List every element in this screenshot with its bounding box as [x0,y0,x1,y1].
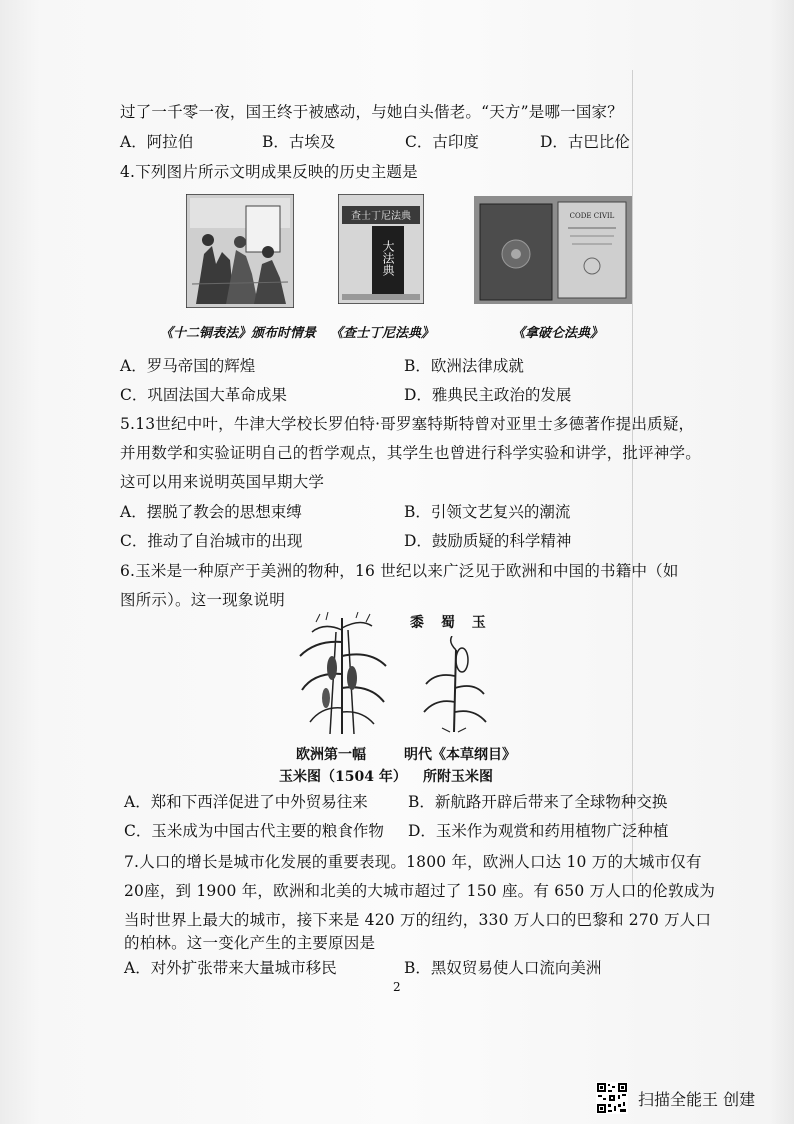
justinian-book-title: 查士丁尼法典 [351,211,411,222]
q6-option-c: C．玉米成为中国古代主要的粮食作物 [124,822,384,840]
q5-stem-line3: 这可以用来说明英国早期大学 [120,473,325,491]
ming-corn-drawing [422,636,488,734]
q5-option-d: D．鼓励质疑的科学精神 [404,532,572,550]
q6-option-a: A．郑和下西洋促进了中外贸易往来 [124,793,368,811]
justinian-code-book [338,194,424,304]
napoleonic-code-book [474,196,632,304]
caption-ming-line2: 所附玉米图 [423,769,493,785]
q3-stem-tail: 过了一千零一夜，国王终于被感动，与她白头偕老。“天方”是哪一国家？ [120,103,623,121]
q6-option-b: B．新航路开辟后带来了全球物种交换 [408,793,668,811]
napoleon-book-title: CODE CIVIL [569,212,615,220]
q3-option-d: D．古巴比伦 [540,133,630,151]
qr-code-icon [596,1082,628,1114]
q5-option-b: B．引领文艺复兴的潮流 [404,503,571,521]
ming-figure-title: 黍 蜀 玉 [410,615,492,631]
q7-option-a: A．对外扩张带来大量城市移民 [124,959,337,977]
q7-option-b: B．黑奴贸易使人口流向美洲 [404,959,602,977]
twelve-tables-engraving [186,194,294,308]
q6-option-d: D．玉米作为观赏和药用植物广泛种植 [408,822,669,840]
q7-stem-line1: 7.人口的增长是城市化发展的重要表现。1800 年，欧洲人口达 10 万的大城市仅有 [124,853,702,871]
q7-stem-line4: 的柏林。这一变化产生的主要原因是 [124,934,376,952]
q5-option-c: C．推动了自治城市的出现 [120,532,303,550]
page-number: 2 [393,980,401,994]
q4-option-a: A．罗马帝国的辉煌 [120,357,256,375]
caption-twelve-tables: 《十二铜表法》颁布时情景 [160,326,317,341]
q5-stem-line2: 并用数学和实验证明自己的哲学观点，其学生也曾进行科学实验和讲学，批评神学。 [120,444,701,462]
q6-stem-line1: 6.玉米是一种原产于美洲的物种，16 世纪以来广泛见于欧洲和中国的书籍中（如 [120,562,679,580]
caption-napoleonic-code: 《拿破仑法典》 [512,326,604,341]
q7-stem-line3: 当时世界上最大的城市，接下来是 420 万的纽约，330 万人口的巴黎和 270 万人口 [124,911,712,929]
scanner-watermark-text: 扫描全能王 创建 [638,1089,756,1109]
q5-option-a: A．摆脱了教会的思想束缚 [120,503,302,521]
q3-option-b: B．古埃及 [262,133,336,151]
q3-option-c: C．古印度 [405,133,479,151]
caption-justinian-code: 《查士丁尼法典》 [330,326,435,341]
q5-stem-line1: 5.13世纪中叶，牛津大学校长罗伯特·哥罗塞特斯特曾对亚里士多德著作提出质疑， [120,415,695,433]
caption-europe-line2: 玉米图（1504 年） [279,769,407,785]
caption-europe-line1: 欧洲第一幅 [296,747,366,763]
caption-ming-line1: 明代《本草纲目》 [404,747,516,763]
q6-stem-line2: 图所示）。这一现象说明 [120,591,285,609]
q3-option-a: A．阿拉伯 [120,133,194,151]
q4-option-d: D．雅典民主政治的发展 [404,386,572,404]
q7-stem-line2: 20座，到 1900 年，欧洲和北美的大城市超过了 150 座。有 650 万人口的伦敦成为 [124,882,716,900]
scanner-watermark [596,1082,755,1114]
q4-option-b: B．欧洲法律成就 [404,357,524,375]
q4-stem: 4.下列图片所示文明成果反映的历史主题是 [120,163,418,181]
bleed-through-line [632,70,633,890]
justinian-book-spine: 大法典 [381,240,395,276]
q4-option-c: C．巩固法国大革命成果 [120,386,287,404]
european-corn-woodcut [296,612,388,736]
